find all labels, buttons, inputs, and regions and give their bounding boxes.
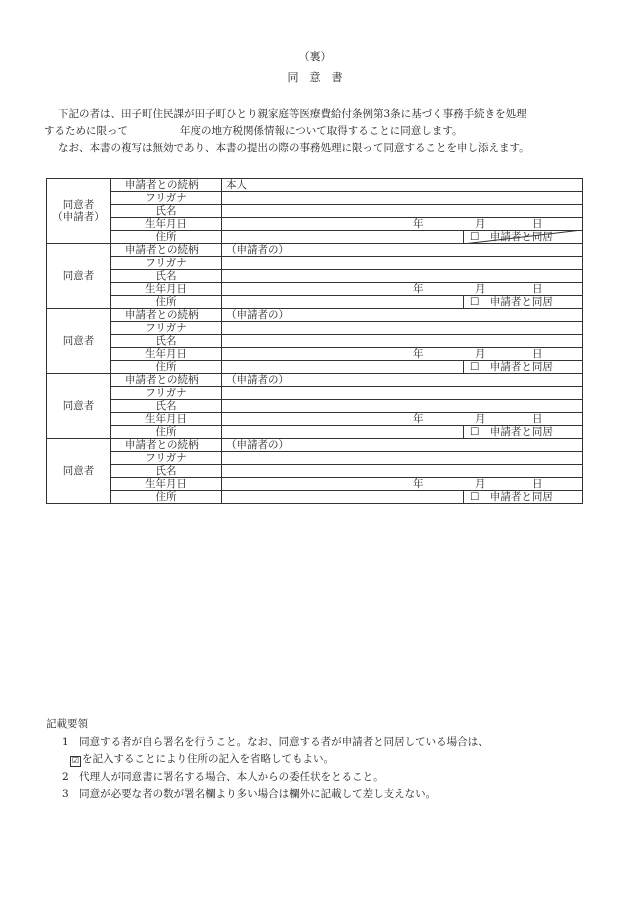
field-label-relation: 申請者との続柄 xyxy=(111,439,222,452)
field-label-name: 氏名 xyxy=(111,270,222,283)
field-label-furigana: フリガナ xyxy=(111,387,222,400)
field-label-furigana: フリガナ xyxy=(111,452,222,465)
field-value-name[interactable] xyxy=(222,205,583,218)
page-title: 同 意 書 xyxy=(287,71,343,84)
form-row xyxy=(47,348,583,361)
field-value-birth[interactable] xyxy=(222,348,583,361)
birth-year-label: 年 xyxy=(413,218,424,230)
field-value-address[interactable] xyxy=(222,426,583,439)
form-row xyxy=(47,270,583,283)
birth-month-label: 月 xyxy=(475,283,486,295)
field-value-furigana[interactable] xyxy=(222,322,583,335)
consent-table-body xyxy=(47,179,583,504)
field-value-name[interactable] xyxy=(222,270,583,283)
field-value-address[interactable] xyxy=(222,296,583,309)
birth-month-label: 月 xyxy=(475,218,486,230)
consenter-label: 同意者 （申請者） xyxy=(47,179,111,244)
birth-day-label: 日 xyxy=(532,348,543,360)
birth-year-label: 年 xyxy=(413,478,424,490)
birth-day-label: 日 xyxy=(532,218,543,230)
form-row xyxy=(47,322,583,335)
consenter-label: 同意者 xyxy=(47,244,111,309)
field-value-furigana[interactable] xyxy=(222,192,583,205)
birth-year-label: 年 xyxy=(413,348,424,360)
same-address-checkbox[interactable]: ☐ 申請者と同居 xyxy=(463,296,582,309)
field-label-furigana: フリガナ xyxy=(111,192,222,205)
form-row xyxy=(47,192,583,205)
birth-day-label: 日 xyxy=(532,413,543,425)
form-row xyxy=(47,179,583,192)
field-value-relation[interactable]: （申請者の） xyxy=(222,309,583,322)
form-row xyxy=(47,413,583,426)
field-label-name: 氏名 xyxy=(111,335,222,348)
field-label-relation: 申請者との続柄 xyxy=(111,244,222,257)
field-value-address[interactable] xyxy=(222,361,583,374)
consenter-label: 同意者 xyxy=(47,374,111,439)
form-row xyxy=(47,231,583,244)
note-item-3: 3 同意が必要な者の数が署名欄より多い場合は欄外に記載して差し支えない。 xyxy=(62,788,437,800)
field-label-name: 氏名 xyxy=(111,400,222,413)
consenter-label: 同意者 xyxy=(47,439,111,504)
field-label-name: 氏名 xyxy=(111,205,222,218)
field-label-birth: 生年月日 xyxy=(111,283,222,296)
form-row xyxy=(47,465,583,478)
field-value-relation[interactable]: 本人 xyxy=(222,179,583,192)
field-label-birth: 生年月日 xyxy=(111,478,222,491)
intro-line-2a: するために限って xyxy=(44,125,128,137)
field-value-birth[interactable] xyxy=(222,218,583,231)
form-row xyxy=(47,205,583,218)
field-value-birth[interactable] xyxy=(222,413,583,426)
field-value-address[interactable] xyxy=(222,231,583,244)
field-value-address[interactable] xyxy=(222,491,583,504)
field-label-furigana: フリガナ xyxy=(111,257,222,270)
field-value-name[interactable] xyxy=(222,465,583,478)
intro-line-2 xyxy=(44,123,604,140)
field-label-relation: 申請者との続柄 xyxy=(111,374,222,387)
same-address-checkbox[interactable]: ☐ 申請者と同居 xyxy=(463,231,582,244)
birth-day-label: 日 xyxy=(532,283,543,295)
intro-line-1: 下記の者は、田子町住民課が田子町ひとり親家庭等医療費給付条例第3条に基づく事務手続きを処理 xyxy=(58,108,527,120)
form-row xyxy=(47,361,583,374)
form-row xyxy=(47,283,583,296)
field-label-name: 氏名 xyxy=(111,465,222,478)
note-item-1-cont xyxy=(46,751,606,769)
field-label-relation: 申請者との続柄 xyxy=(111,179,222,192)
field-label-birth: 生年月日 xyxy=(111,218,222,231)
form-row xyxy=(47,491,583,504)
side-label: （裏） xyxy=(298,50,332,63)
field-value-furigana[interactable] xyxy=(222,257,583,270)
checkmark-icon: ☑ xyxy=(71,756,80,765)
consenter-label: 同意者 xyxy=(47,309,111,374)
same-address-checkbox[interactable]: ☐ 申請者と同居 xyxy=(463,361,582,374)
note-item-1: 1 同意する者が自ら署名を行うこと。なお、同意する者が申請者と同居している場合は、 xyxy=(62,735,489,748)
same-address-checkbox[interactable]: ☐ 申請者と同居 xyxy=(463,491,582,504)
strike-line xyxy=(463,231,582,244)
form-row xyxy=(47,244,583,257)
field-value-name[interactable] xyxy=(222,335,583,348)
form-row xyxy=(47,218,583,231)
form-row xyxy=(47,257,583,270)
same-address-checkbox[interactable]: ☐ 申請者と同居 xyxy=(463,426,582,439)
intro-paragraph xyxy=(44,106,604,140)
form-row xyxy=(47,439,583,452)
field-label-address: 住所 xyxy=(111,296,222,309)
birth-month-label: 月 xyxy=(475,348,486,360)
notes-heading: 記載要領 xyxy=(46,718,88,730)
intro-line-3: なお、本書の複写は無効であり、本書の提出の際の事務処理に限って同意することを申し添えます。 xyxy=(58,142,530,154)
field-value-furigana[interactable] xyxy=(222,387,583,400)
consent-table xyxy=(46,178,583,504)
note-item-1-text: を記入することにより住所の記入を省略してもよい。 xyxy=(82,753,334,765)
field-label-birth: 生年月日 xyxy=(111,348,222,361)
field-value-relation[interactable]: （申請者の） xyxy=(222,374,583,387)
field-label-address: 住所 xyxy=(111,426,222,439)
intro-line-2b: 年度の地方税関係情報について取得することに同意します。 xyxy=(180,125,463,137)
form-row xyxy=(47,400,583,413)
birth-month-label: 月 xyxy=(475,478,486,490)
form-row xyxy=(47,478,583,491)
field-value-relation[interactable]: （申請者の） xyxy=(222,439,583,452)
form-row xyxy=(47,335,583,348)
field-label-address: 住所 xyxy=(111,231,222,244)
form-row xyxy=(47,387,583,400)
birth-day-label: 日 xyxy=(532,478,543,490)
birth-year-label: 年 xyxy=(413,413,424,425)
intro-note xyxy=(44,140,604,157)
field-label-birth: 生年月日 xyxy=(111,413,222,426)
field-label-address: 住所 xyxy=(111,361,222,374)
birth-year-label: 年 xyxy=(413,283,424,295)
form-row xyxy=(47,309,583,322)
field-label-furigana: フリガナ xyxy=(111,322,222,335)
note-item-2: 2 代理人が同意書に署名する場合、本人からの委任状をとること。 xyxy=(62,770,384,783)
field-label-relation: 申請者との続柄 xyxy=(111,309,222,322)
field-value-furigana[interactable] xyxy=(222,452,583,465)
field-value-birth[interactable] xyxy=(222,283,583,296)
form-row xyxy=(47,426,583,439)
form-row xyxy=(47,452,583,465)
field-value-name[interactable] xyxy=(222,400,583,413)
birth-month-label: 月 xyxy=(475,413,486,425)
field-value-relation[interactable]: （申請者の） xyxy=(222,244,583,257)
field-value-birth[interactable] xyxy=(222,478,583,491)
form-row xyxy=(47,374,583,387)
notes-section xyxy=(46,716,606,804)
field-label-address: 住所 xyxy=(111,491,222,504)
form-row xyxy=(47,296,583,309)
